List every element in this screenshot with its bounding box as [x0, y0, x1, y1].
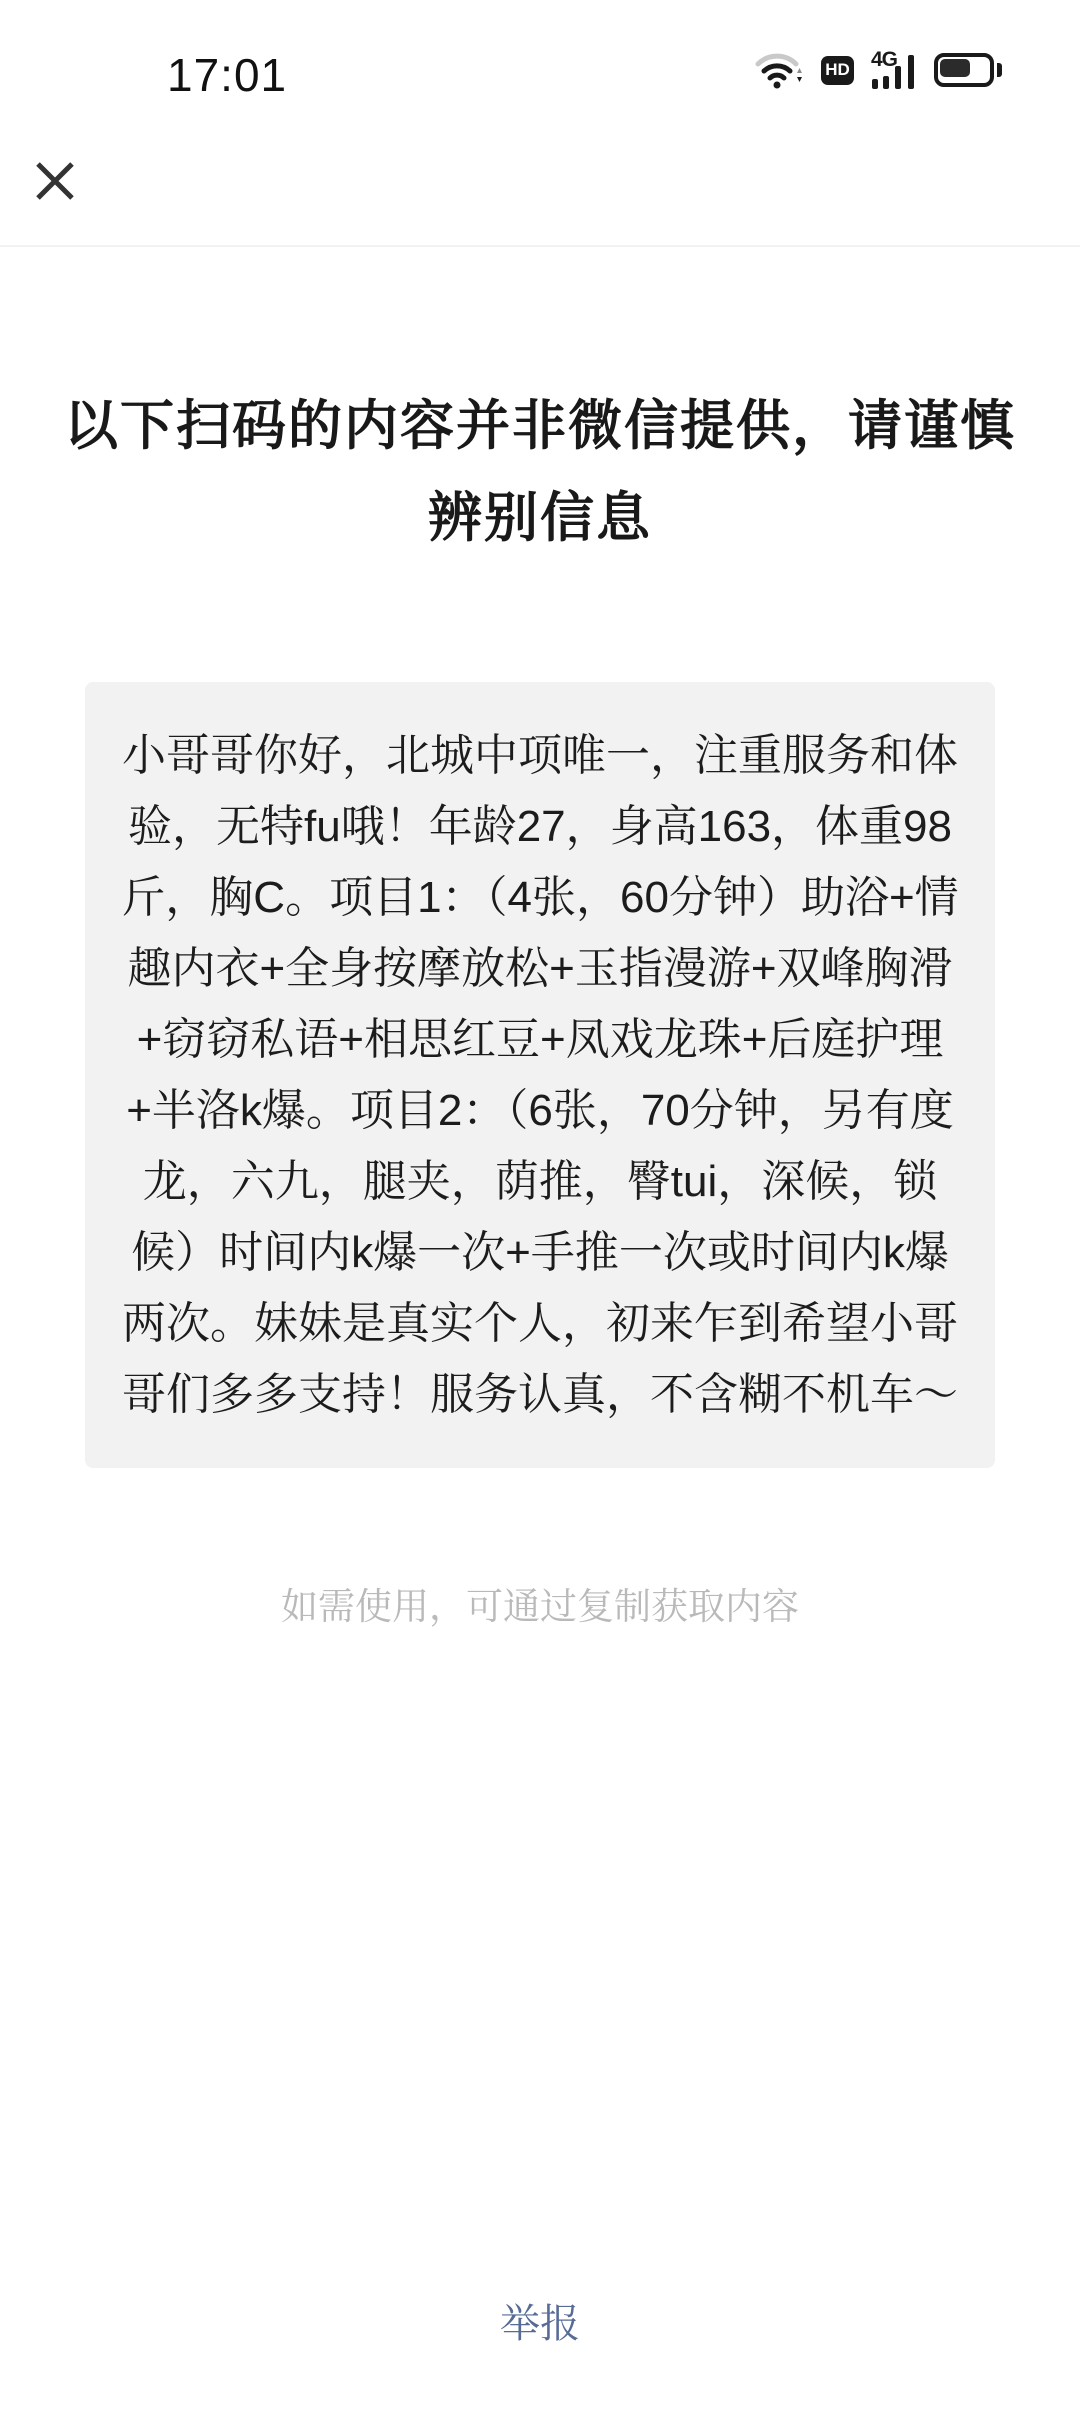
- network-type-label: 4G: [871, 48, 898, 71]
- close-button[interactable]: [30, 156, 80, 206]
- hd-icon: HD: [821, 56, 854, 85]
- report-button[interactable]: 举报: [0, 2292, 1080, 2349]
- copy-hint: 如需使用，可通过复制获取内容: [281, 1586, 799, 1627]
- clock: 17:01: [167, 49, 288, 101]
- warning-title: 以下扫码的内容并非微信提供，请谨慎辨别信息: [64, 396, 1016, 548]
- scanned-content-box[interactable]: 小哥哥你好，北城中项唯一，注重服务和体验，无特fu哦！年龄27，身高163，体重98斤，胸C。项目1：（4张，60分钟）助浴+情趣内衣+全身按摩放松+玉指漫游+双峰胸滑+窃窃私语+相思红豆+凤戏龙珠+后庭护理+半洛k爆。项目2：（6张，70分钟，另有度龙，六九，腿夹，荫推，臀tui，深候，锁候）时间内k爆一次+手推一次或时间内k爆两次。妹妹是真实个人，初来乍到希望小哥哥们多多支持！服务认真，不含糊不机车～: [85, 682, 995, 1468]
- close-icon: [34, 160, 76, 202]
- header: [0, 0, 1080, 247]
